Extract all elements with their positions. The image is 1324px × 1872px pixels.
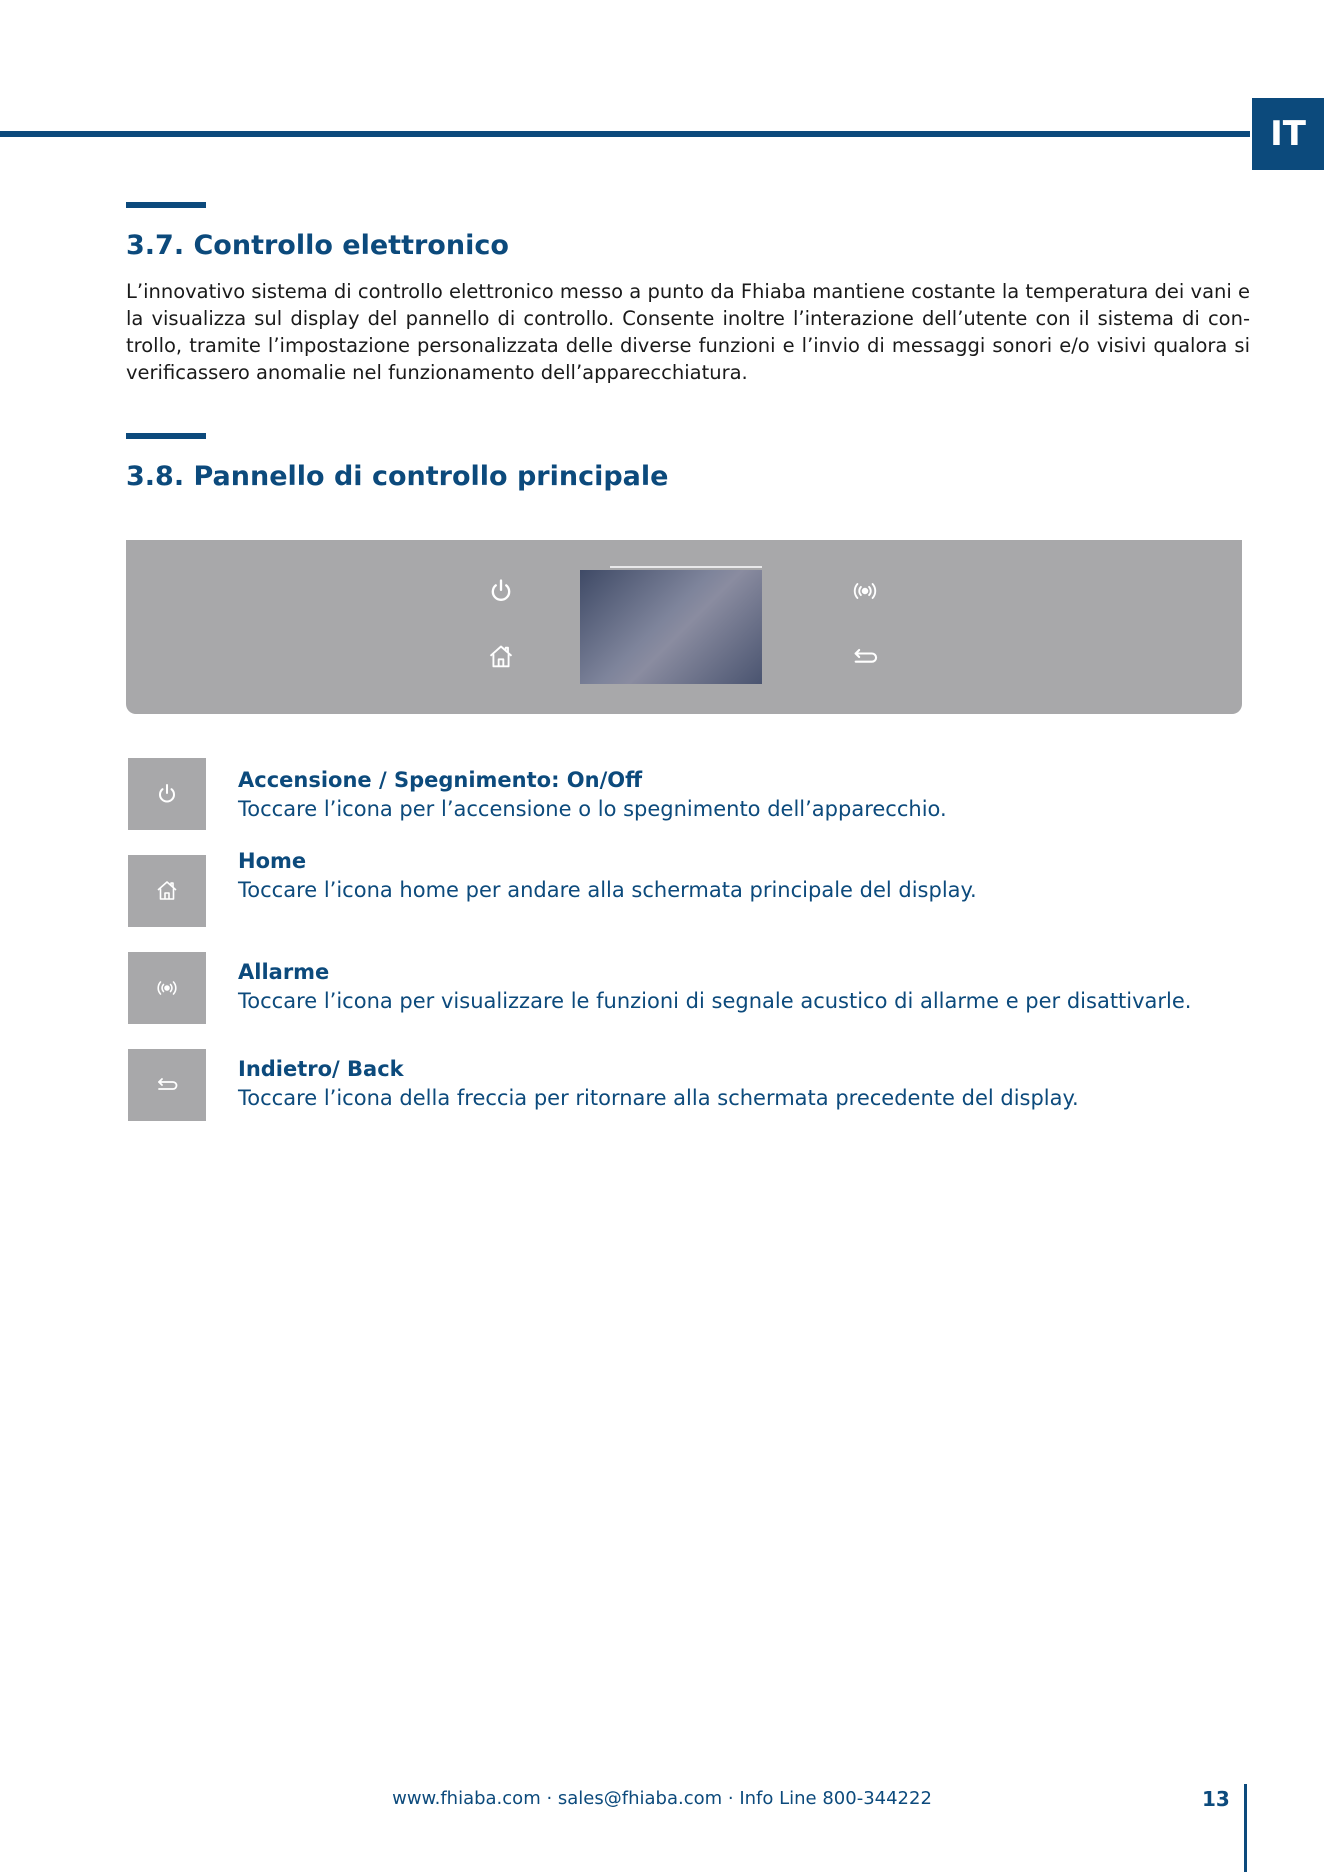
section-body-controllo-elettronico: L’innovativo sistema di controllo elettronico messo a punto da Fhiaba mantiene costante la temperatura dei vani e la visualizza sul display del pannello di controllo. Consente inoltre l’interazione dell’utente con il sistema di con-trollo, tramite l’impostazione personalizzata delle diverse funzioni e l’invio di messaggi sonori e/o visivi qualora si verificassero anomalie nel funzionamento dell’apparecchiatura.	[126, 280, 1251, 384]
control-panel-illustration	[126, 540, 1242, 714]
language-tab: IT	[1252, 98, 1324, 170]
legend-item-power	[128, 758, 1248, 832]
legend-item-alarm	[128, 952, 1248, 1026]
alarm-icon	[128, 952, 206, 1024]
alarm-icon	[848, 574, 882, 608]
power-icon	[128, 758, 206, 830]
section-accent-bar	[126, 202, 206, 208]
legend-item-back	[128, 1049, 1248, 1123]
home-icon	[484, 640, 518, 674]
legend-title: Accensione / Spegnimento: On/Off	[238, 768, 643, 792]
legend-description: Toccare l’icona per l’accensione o lo spegnimento dell’apparecchio.	[238, 797, 947, 821]
legend-item-home	[128, 849, 1248, 929]
legend-description: Toccare l’icona per visualizzare le funzioni di segnale acustico di allarme e per disattivarle.	[238, 989, 1192, 1013]
back-icon	[128, 1049, 206, 1121]
section-title-controllo-elettronico: 3.7. Controllo elettronico	[126, 230, 509, 261]
power-icon	[484, 574, 518, 608]
display-top-edge	[610, 566, 762, 568]
header-rule	[0, 131, 1250, 137]
legend-title: Indietro/ Back	[238, 1057, 404, 1081]
back-icon	[848, 640, 882, 674]
section-accent-bar	[126, 433, 206, 439]
legend-title: Allarme	[238, 960, 330, 984]
legend-description: Toccare l’icona home per andare alla schermata principale del display.	[238, 878, 977, 902]
page-number-rule	[1244, 1784, 1247, 1872]
display-screen	[580, 570, 762, 684]
legend-title: Home	[238, 849, 307, 873]
section-title-pannello-controllo: 3.8. Pannello di controllo principale	[126, 461, 669, 492]
home-icon	[128, 855, 206, 927]
page-number: 13	[1202, 1787, 1230, 1811]
footer-contact: www.fhiaba.com · sales@fhiaba.com · Info Line 800-344222	[392, 1788, 932, 1809]
legend-description: Toccare l’icona della freccia per ritornare alla schermata precedente del display.	[238, 1086, 1079, 1110]
